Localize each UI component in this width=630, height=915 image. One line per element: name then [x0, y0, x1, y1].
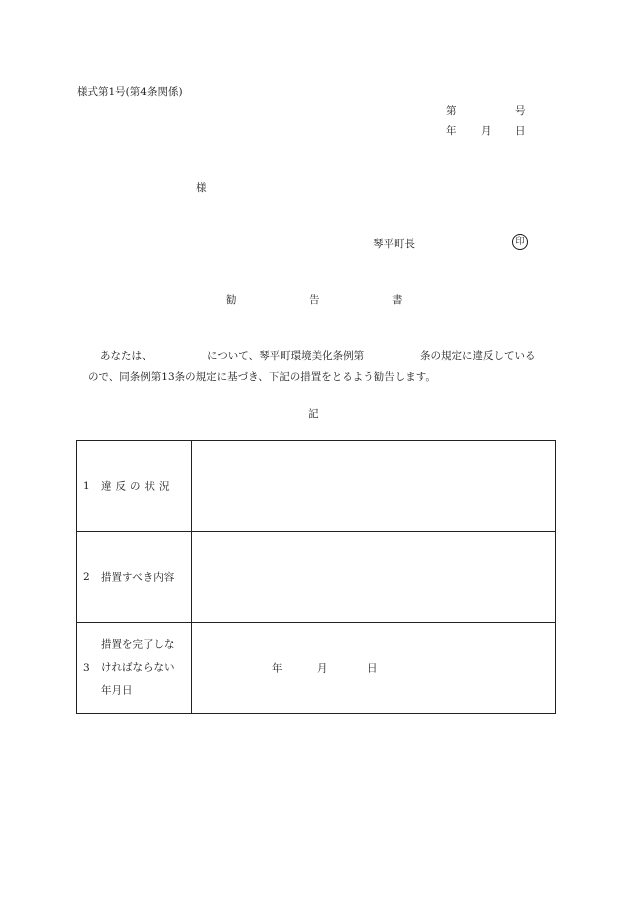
row-label-cell: [77, 623, 192, 714]
completion-year-label: 年: [272, 662, 283, 675]
body-text-line2: ので、同条例第13条の規定に基づき、下記の措置をとるよう勧告します。: [88, 371, 436, 383]
date-month-label: 月: [481, 125, 492, 137]
row-label: [101, 634, 189, 703]
title-char-2: 告: [309, 294, 320, 306]
issuer-name: 琴平町長: [373, 238, 415, 250]
title-char-3: 書: [392, 294, 403, 306]
row-label: 違反の状況: [101, 480, 174, 493]
body-text-line1-middle: について、琴平町環境美化条例第: [207, 350, 365, 362]
table-row: [77, 441, 556, 532]
title-char-1: 勧: [226, 294, 237, 306]
row-label-line: ければならない: [101, 661, 175, 674]
row-label-line: 年月日: [101, 684, 133, 697]
completion-day-label: 日: [367, 662, 378, 675]
row-label-cell: [77, 441, 192, 532]
row-number: 1: [83, 480, 90, 492]
form-number: 様式第1号(第4条関係): [77, 86, 183, 98]
required-measures-cell[interactable]: [192, 532, 556, 623]
seal-mark-icon: 印: [512, 234, 528, 250]
completion-month-label: 月: [317, 662, 328, 675]
body-text-line1-start: あなたは、: [100, 350, 153, 362]
date-day-label: 日: [515, 125, 526, 137]
reference-number-suffix: 号: [515, 105, 526, 117]
row-label-cell: [77, 532, 192, 623]
row-number: 3: [83, 662, 90, 674]
items-table: [76, 440, 556, 714]
ki-heading: 記: [308, 408, 319, 420]
addressee-honorific: 様: [196, 182, 207, 194]
completion-date-cell[interactable]: [192, 623, 556, 714]
reference-number-prefix: 第: [446, 105, 457, 117]
table-row: [77, 532, 556, 623]
violation-status-cell[interactable]: [192, 441, 556, 532]
row-label-line: 措置を完了しな: [101, 638, 175, 651]
row-label: 措置すべき内容: [101, 571, 175, 584]
table-row: [77, 623, 556, 714]
row-number: 2: [83, 571, 90, 583]
date-year-label: 年: [446, 125, 457, 137]
body-text-line1-end: 条の規定に違反している: [420, 350, 536, 362]
